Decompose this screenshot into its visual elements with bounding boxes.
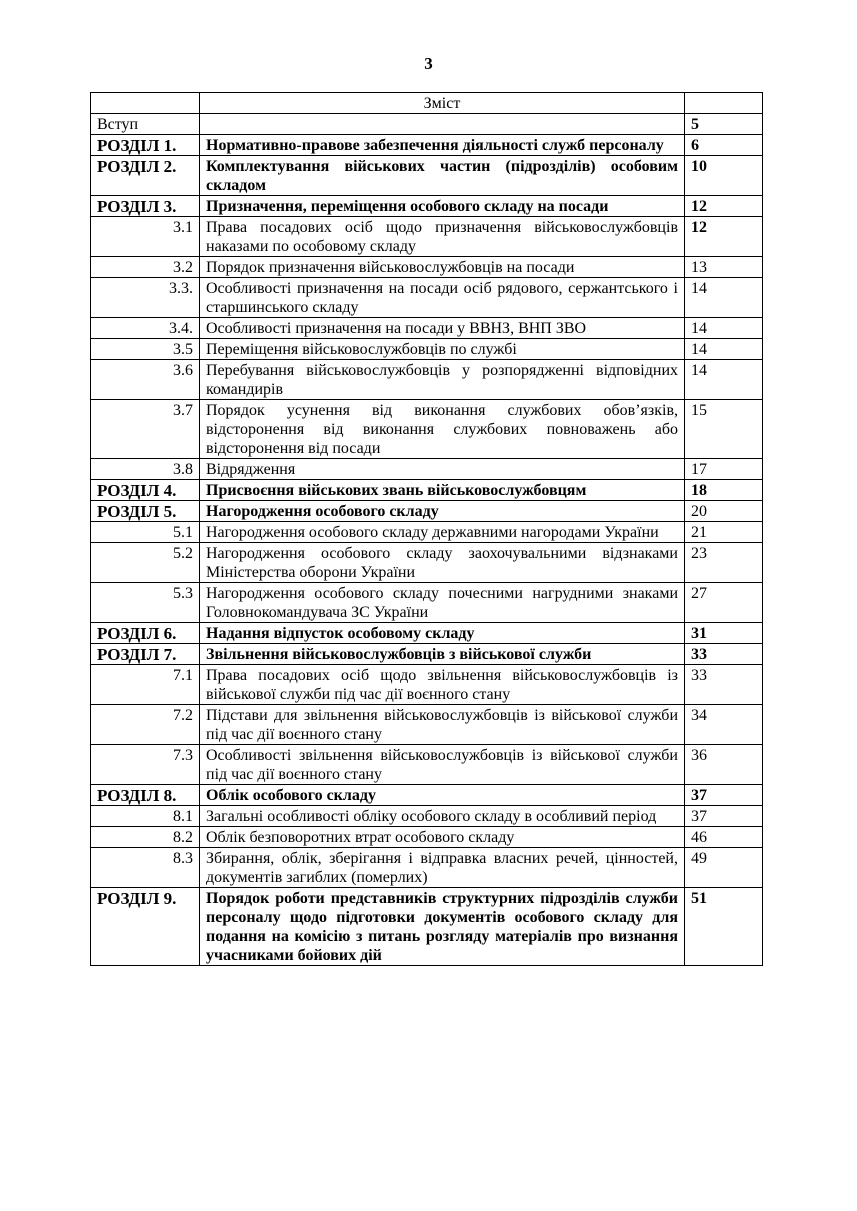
toc-entry-page: 31 bbox=[685, 623, 763, 644]
toc-section-row bbox=[91, 785, 763, 806]
toc-entry-page: 34 bbox=[685, 705, 763, 745]
toc-entry-number: РОЗДІЛ 8. bbox=[91, 785, 200, 806]
toc-intro-page: 5 bbox=[685, 114, 763, 135]
toc-entry-page: 18 bbox=[685, 480, 763, 501]
toc-section-row bbox=[91, 480, 763, 501]
toc-entry-title: Нагородження особового складу bbox=[200, 501, 685, 522]
toc-subsection-row bbox=[91, 400, 763, 459]
toc-entry-title: Загальні особливості обліку особового складу в особливий період bbox=[200, 806, 685, 827]
toc-entry-title: Комплектування військових частин (підрозділів) особовим складом bbox=[200, 156, 685, 196]
toc-section-row bbox=[91, 644, 763, 665]
toc-entry-title: Призначення, переміщення особового складу на посади bbox=[200, 196, 685, 217]
toc-entry-number: 3.6 bbox=[91, 360, 200, 400]
toc-entry-number: 7.2 bbox=[91, 705, 200, 745]
toc-entry-title: Присвоєння військових звань військовослужбовцям bbox=[200, 480, 685, 501]
toc-section-row bbox=[91, 135, 763, 156]
toc-entry-title: Особливості звільнення військовослужбовців із військової служби під час дії воєнного стану bbox=[200, 745, 685, 785]
page-number: 3 bbox=[424, 54, 433, 73]
toc-subsection-row bbox=[91, 745, 763, 785]
toc-section-row bbox=[91, 196, 763, 217]
toc-entry-number: 3.8 bbox=[91, 459, 200, 480]
toc-subsection-row bbox=[91, 583, 763, 623]
toc-section-row bbox=[91, 501, 763, 522]
toc-entry-title: Особливості призначення на посади осіб рядового, сержантського і старшинського складу bbox=[200, 278, 685, 318]
toc-entry-number: 8.2 bbox=[91, 827, 200, 848]
toc-subsection-row bbox=[91, 522, 763, 543]
toc-header-page-cell bbox=[685, 93, 763, 114]
toc-entry-number: 8.1 bbox=[91, 806, 200, 827]
toc-entry-page: 14 bbox=[685, 360, 763, 400]
toc-entry-number: 3.7 bbox=[91, 400, 200, 459]
toc-entry-title: Порядок усунення від виконання службових обов’язків, відсторонення від виконання службових повноважень або відсторонення від посади bbox=[200, 400, 685, 459]
toc-entry-page: 33 bbox=[685, 644, 763, 665]
toc-entry-title: Нагородження особового складу почесними нагрудними знаками Головнокомандувача ЗС України bbox=[200, 583, 685, 623]
toc-section-row bbox=[91, 623, 763, 644]
toc-entry-page: 6 bbox=[685, 135, 763, 156]
toc-entry-page: 14 bbox=[685, 339, 763, 360]
toc-entry-number: 5.2 bbox=[91, 543, 200, 583]
toc-intro-label: Вступ bbox=[91, 114, 200, 135]
toc-entry-page: 27 bbox=[685, 583, 763, 623]
toc-entry-title: Підстави для звільнення військовослужбовців із військової служби під час дії воєнного стану bbox=[200, 705, 685, 745]
toc-entry-title: Права посадових осіб щодо призначення військовослужбовців наказами по особовому складу bbox=[200, 217, 685, 257]
toc-entry-title: Надання відпусток особовому складу bbox=[200, 623, 685, 644]
toc-entry-title: Нагородження особового складу заохочувальними відзнаками Міністерства оборони України bbox=[200, 543, 685, 583]
toc-entry-title: Порядок роботи представників структурних підрозділів служби персоналу щодо підготовки документів особового складу для подання на комісію з питань розгляду матеріалів про визнання учасниками бойових дій bbox=[200, 888, 685, 966]
toc-subsection-row bbox=[91, 665, 763, 705]
toc-entry-page: 13 bbox=[685, 257, 763, 278]
toc-entry-page: 23 bbox=[685, 543, 763, 583]
toc-header: Зміст bbox=[200, 93, 685, 114]
toc-entry-number: РОЗДІЛ 3. bbox=[91, 196, 200, 217]
toc-entry-title: Особливості призначення на посади у ВВНЗ, ВНП ЗВО bbox=[200, 318, 685, 339]
toc-entry-number: 8.3 bbox=[91, 848, 200, 888]
toc-intro-row bbox=[91, 114, 763, 135]
toc-entry-page: 51 bbox=[685, 888, 763, 966]
toc-section-row bbox=[91, 888, 763, 966]
toc-entry-number: 3.5 bbox=[91, 339, 200, 360]
toc-entry-number: 3.3. bbox=[91, 278, 200, 318]
toc-entry-title: Облік безповоротних втрат особового складу bbox=[200, 827, 685, 848]
toc-entry-page: 10 bbox=[685, 156, 763, 196]
toc-entry-number: 5.3 bbox=[91, 583, 200, 623]
toc-subsection-row bbox=[91, 827, 763, 848]
toc-entry-number: РОЗДІЛ 6. bbox=[91, 623, 200, 644]
toc-entry-page: 37 bbox=[685, 806, 763, 827]
toc-subsection-row bbox=[91, 705, 763, 745]
toc-subsection-row bbox=[91, 848, 763, 888]
toc-entry-number: РОЗДІЛ 4. bbox=[91, 480, 200, 501]
toc-entry-number: 5.1 bbox=[91, 522, 200, 543]
toc-entry-number: РОЗДІЛ 2. bbox=[91, 156, 200, 196]
toc-entry-page: 46 bbox=[685, 827, 763, 848]
toc-entry-page: 20 bbox=[685, 501, 763, 522]
toc-entry-title: Збирання, облік, зберігання і відправка власних речей, цінностей, документів загиблих (померлих) bbox=[200, 848, 685, 888]
toc-entry-number: РОЗДІЛ 9. bbox=[91, 888, 200, 966]
toc-entry-page: 15 bbox=[685, 400, 763, 459]
toc-entry-title: Звільнення військовослужбовців з військової служби bbox=[200, 644, 685, 665]
toc-entry-page: 14 bbox=[685, 318, 763, 339]
toc-subsection-row bbox=[91, 217, 763, 257]
toc-entry-number: РОЗДІЛ 5. bbox=[91, 501, 200, 522]
toc-entry-title: Облік особового складу bbox=[200, 785, 685, 806]
toc-subsection-row bbox=[91, 806, 763, 827]
toc-header-row bbox=[91, 93, 763, 114]
toc-entry-title: Переміщення військовослужбовців по службі bbox=[200, 339, 685, 360]
toc-entry-page: 36 bbox=[685, 745, 763, 785]
toc-entry-page: 37 bbox=[685, 785, 763, 806]
toc-entry-title: Права посадових осіб щодо звільнення військовослужбовців із військової служби під час дії воєнного стану bbox=[200, 665, 685, 705]
toc-entry-page: 17 bbox=[685, 459, 763, 480]
toc-subsection-row bbox=[91, 339, 763, 360]
toc-entry-number: 7.1 bbox=[91, 665, 200, 705]
toc-header-empty-cell bbox=[91, 93, 200, 114]
toc-entry-page: 33 bbox=[685, 665, 763, 705]
toc-entry-page: 12 bbox=[685, 196, 763, 217]
toc-entry-title: Відрядження bbox=[200, 459, 685, 480]
toc-entry-number: РОЗДІЛ 7. bbox=[91, 644, 200, 665]
toc-entry-title: Нормативно-правове забезпечення діяльності служб персоналу bbox=[200, 135, 685, 156]
table-of-contents bbox=[90, 92, 763, 966]
toc-entry-page: 21 bbox=[685, 522, 763, 543]
toc-entry-number: 3.2 bbox=[91, 257, 200, 278]
toc-entry-number: 3.4. bbox=[91, 318, 200, 339]
toc-entry-page: 49 bbox=[685, 848, 763, 888]
toc-subsection-row bbox=[91, 543, 763, 583]
toc-entry-page: 12 bbox=[685, 217, 763, 257]
toc-entry-title: Перебування військовослужбовців у розпорядженні відповідних командирів bbox=[200, 360, 685, 400]
toc-entry-title: Нагородження особового складу державними нагородами України bbox=[200, 522, 685, 543]
toc-subsection-row bbox=[91, 318, 763, 339]
toc-intro-title-cell bbox=[200, 114, 685, 135]
toc-subsection-row bbox=[91, 360, 763, 400]
toc-subsection-row bbox=[91, 257, 763, 278]
toc-entry-number: 7.3 bbox=[91, 745, 200, 785]
toc-entry-number: РОЗДІЛ 1. bbox=[91, 135, 200, 156]
toc-subsection-row bbox=[91, 459, 763, 480]
toc-subsection-row bbox=[91, 278, 763, 318]
toc-entry-title: Порядок призначення військовослужбовців на посади bbox=[200, 257, 685, 278]
toc-entry-page: 14 bbox=[685, 278, 763, 318]
toc-section-row bbox=[91, 156, 763, 196]
toc-entry-number: 3.1 bbox=[91, 217, 200, 257]
